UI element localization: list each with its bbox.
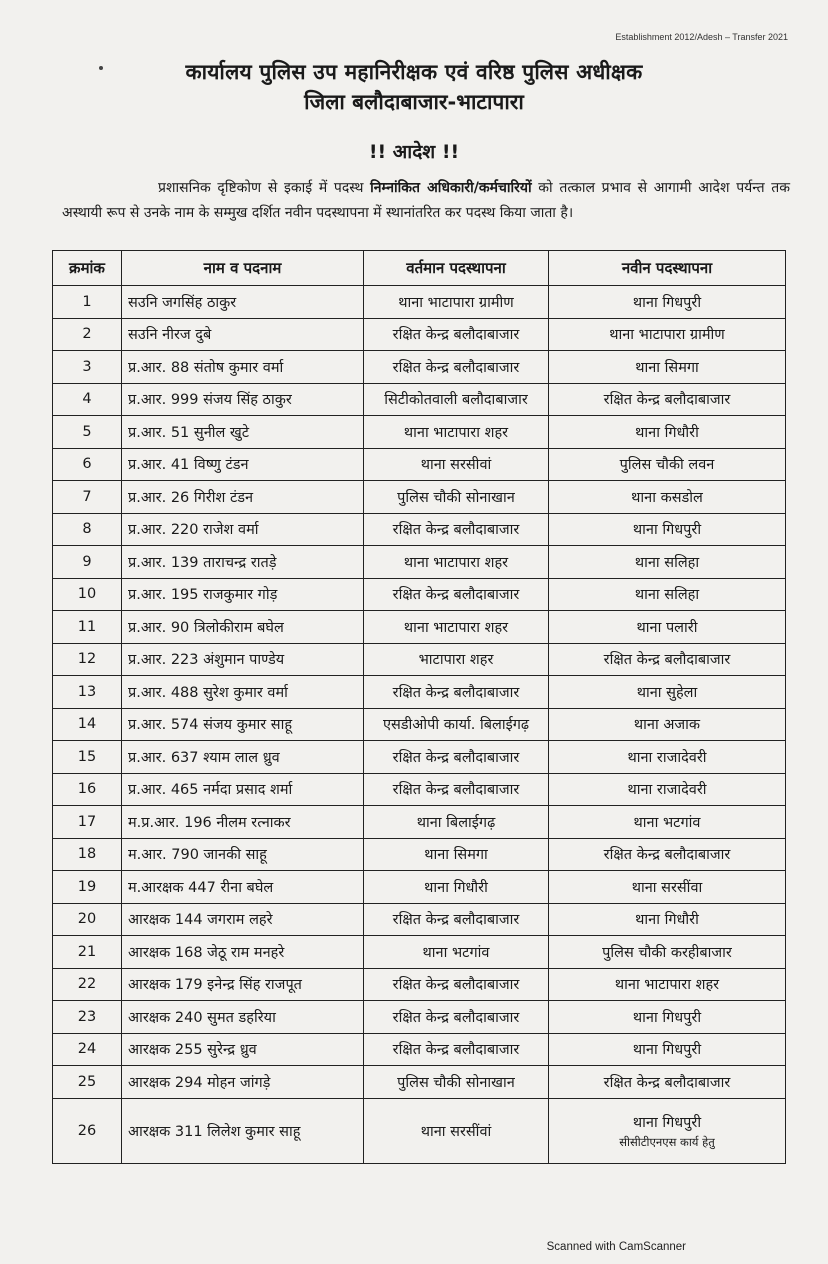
table-row <box>53 708 786 741</box>
serial-cell <box>53 643 122 676</box>
new-posting-cell-text: थाना गिधपुरी <box>632 1042 702 1059</box>
transfer-table <box>52 250 786 1164</box>
name-cell-text: प्र.आर. 488 सुरेश कुमार वर्मा <box>128 684 288 701</box>
serial-cell-text: 14 <box>77 716 97 733</box>
current-posting-cell-text: सिटीकोतवाली बलौदाबाजार <box>384 392 528 409</box>
serial-cell <box>53 773 122 806</box>
current-posting-cell <box>364 676 549 709</box>
serial-cell-text: 19 <box>77 878 97 895</box>
table-row <box>53 286 786 319</box>
new-posting-cell <box>549 578 786 611</box>
current-posting-cell-text: थाना बिलाईगढ़ <box>416 814 496 831</box>
serial-cell <box>53 383 122 416</box>
current-posting-cell <box>364 903 549 936</box>
current-posting-cell <box>364 546 549 579</box>
new-posting-cell <box>549 806 786 839</box>
name-cell <box>122 351 364 384</box>
new-posting-cell-text: थाना भाटापारा ग्रामीण <box>609 327 725 344</box>
name-cell-text: प्र.आर. 195 राजकुमार गोड़ <box>128 587 278 604</box>
name-cell-text: प्र.आर. 465 नर्मदा प्रसाद शर्मा <box>128 782 293 799</box>
name-cell-text: आरक्षक 179 इनेन्द्र सिंह राजपूत <box>128 977 302 994</box>
col-header-new-posting: नवीन पदस्थापना <box>549 251 786 286</box>
new-posting-cell-text: थाना अजाक <box>633 717 701 734</box>
serial-cell-text: 17 <box>77 813 97 830</box>
name-cell <box>122 318 364 351</box>
new-posting-cell <box>549 1033 786 1066</box>
serial-cell <box>53 1001 122 1034</box>
table-row <box>53 611 786 644</box>
new-posting-cell-text: थाना सलिहा <box>634 587 700 604</box>
serial-cell <box>53 351 122 384</box>
serial-cell-text: 24 <box>77 1041 97 1058</box>
current-posting-cell <box>364 741 549 774</box>
name-cell <box>122 903 364 936</box>
current-posting-cell-text: थाना सिमगा <box>424 847 488 864</box>
name-cell-text: आरक्षक 144 जगराम लहरे <box>128 912 273 929</box>
serial-cell <box>53 1066 122 1099</box>
serial-cell-text: 22 <box>77 976 97 993</box>
new-posting-cell <box>549 871 786 904</box>
current-posting-cell <box>364 448 549 481</box>
table-row <box>53 448 786 481</box>
new-posting-cell-text: थाना सलिहा <box>634 554 700 571</box>
new-posting-cell-text: थाना राजादेवरी <box>627 782 707 799</box>
table-row <box>53 773 786 806</box>
serial-cell <box>53 481 122 514</box>
name-cell <box>122 773 364 806</box>
serial-cell <box>53 513 122 546</box>
new-posting-note: सीसीटीएनएस कार्य हेतु <box>619 1134 715 1149</box>
serial-cell-text: 4 <box>82 391 92 408</box>
current-posting-cell <box>364 806 549 839</box>
name-cell <box>122 643 364 676</box>
current-posting-cell-text: थाना भटगांव <box>422 944 490 961</box>
current-posting-cell <box>364 481 549 514</box>
table-row <box>53 806 786 839</box>
name-cell-text: प्र.आर. 26 गिरीश टंडन <box>128 489 254 506</box>
serial-cell-text: 16 <box>77 781 97 798</box>
name-cell-text: सउनि जगसिंह ठाकुर <box>128 294 237 311</box>
new-posting-cell-text: थाना गिधपुरी <box>632 1009 702 1026</box>
current-posting-cell-text: रक्षित केन्द्र बलौदाबाजार <box>392 359 520 376</box>
name-cell <box>122 708 364 741</box>
table-row <box>53 871 786 904</box>
name-cell-text: प्र.आर. 220 राजेश वर्मा <box>128 522 259 539</box>
new-posting-cell-text: थाना राजादेवरी <box>627 749 707 766</box>
name-cell <box>122 416 364 449</box>
current-posting-cell-text: थाना भाटापारा शहर <box>403 554 509 571</box>
table-row <box>53 1066 786 1099</box>
current-posting-cell <box>364 1033 549 1066</box>
current-posting-cell-text: थाना भाटापारा शहर <box>403 424 509 441</box>
serial-cell <box>53 903 122 936</box>
name-cell <box>122 448 364 481</box>
table-row <box>53 741 786 774</box>
serial-cell-text: 3 <box>82 358 92 375</box>
new-posting-cell-text: थाना गिधपुरी <box>632 522 702 539</box>
current-posting-cell-text: थाना सरसींवां <box>420 1123 492 1140</box>
name-cell <box>122 611 364 644</box>
serial-cell <box>53 578 122 611</box>
new-posting-cell <box>549 773 786 806</box>
new-posting-cell <box>549 318 786 351</box>
new-posting-cell-text: थाना भाटापारा शहर <box>614 977 720 994</box>
serial-cell-text: 1 <box>82 293 92 310</box>
new-posting-cell-text: थाना गिधौरी <box>635 424 699 441</box>
serial-cell-text: 25 <box>77 1073 97 1090</box>
serial-cell <box>53 416 122 449</box>
current-posting-cell <box>364 351 549 384</box>
current-posting-cell <box>364 513 549 546</box>
serial-cell-text: 10 <box>77 586 97 603</box>
name-cell-text: प्र.आर. 139 ताराचन्द्र रातड़े <box>128 554 277 571</box>
serial-cell <box>53 968 122 1001</box>
name-cell-text: आरक्षक 311 लिलेश कुमार साहू <box>128 1123 301 1140</box>
new-posting-cell-text: थाना कसडोल <box>631 489 703 506</box>
serial-cell-text: 23 <box>77 1008 97 1025</box>
current-posting-cell <box>364 968 549 1001</box>
serial-cell-text: 21 <box>77 943 97 960</box>
current-posting-cell-text: रक्षित केन्द्र बलौदाबाजार <box>392 684 520 701</box>
serial-cell-text: 9 <box>82 553 92 570</box>
name-cell-text: प्र.आर. 574 संजय कुमार साहू <box>128 717 293 734</box>
table-row <box>53 351 786 384</box>
serial-cell <box>53 936 122 969</box>
serial-cell-text: 13 <box>77 683 97 700</box>
name-cell <box>122 806 364 839</box>
table-row <box>53 513 786 546</box>
serial-cell-text: 15 <box>77 748 97 765</box>
new-posting-cell-text: थाना गिधपुरी <box>632 1114 702 1131</box>
serial-cell-text: 8 <box>82 521 92 538</box>
scanner-watermark: Scanned with CamScanner <box>546 1241 686 1253</box>
name-cell <box>122 546 364 579</box>
para-part2: को तत्काल प्रभाव से आगामी आदेश पर्यन्त तक अस्थायी रूप से उनके नाम के सम्मुख दर्शित नवीन पदस्थापना में स्थानांतरित कर पदस्थ किया जाता है। <box>62 180 790 221</box>
serial-cell-text: 7 <box>82 488 92 505</box>
order-title: !! आदेश !! <box>368 141 460 163</box>
new-posting-cell <box>549 838 786 871</box>
name-cell-text: आरक्षक 240 सुमत डहरिया <box>128 1009 276 1026</box>
serial-cell-text: 2 <box>82 326 92 343</box>
new-posting-cell <box>549 481 786 514</box>
new-posting-cell <box>549 643 786 676</box>
serial-cell-text: 12 <box>77 651 97 668</box>
current-posting-cell-text: थाना गिधौरी <box>424 879 488 896</box>
new-posting-cell-text: रक्षित केन्द्र बलौदाबाजार <box>603 392 731 409</box>
name-cell-text: प्र.आर. 637 श्याम लाल ध्रुव <box>128 749 280 766</box>
current-posting-cell-text: रक्षित केन्द्र बलौदाबाजार <box>392 1042 520 1059</box>
serial-cell <box>53 676 122 709</box>
new-posting-cell <box>549 968 786 1001</box>
name-cell-text: आरक्षक 168 जेठू राम मनहरे <box>128 944 285 961</box>
current-posting-cell-text: पुलिस चौकी सोनाखान <box>397 1074 515 1091</box>
serial-cell <box>53 708 122 741</box>
current-posting-cell-text: एसडीओपी कार्या. बिलाईगढ़ <box>382 717 530 734</box>
name-cell <box>122 383 364 416</box>
table-row <box>53 968 786 1001</box>
new-posting-cell <box>549 448 786 481</box>
current-posting-cell-text: रक्षित केन्द्र बलौदाबाजार <box>392 522 520 539</box>
office-title: कार्यालय पुलिस उप महानिरीक्षक एवं वरिष्ठ पुलिस अधीक्षक <box>185 60 643 84</box>
serial-cell <box>53 318 122 351</box>
name-cell-text: आरक्षक 255 सुरेन्द्र ध्रुव <box>128 1042 257 1059</box>
serial-cell-text: 18 <box>77 846 97 863</box>
name-cell <box>122 871 364 904</box>
serial-cell <box>53 448 122 481</box>
serial-cell <box>53 741 122 774</box>
name-cell <box>122 1098 364 1163</box>
new-posting-cell-text: थाना सिमगा <box>635 359 699 376</box>
col-header-current-posting: वर्तमान पदस्थापना <box>364 251 549 286</box>
name-cell <box>122 286 364 319</box>
current-posting-cell-text: भाटापारा शहर <box>418 652 494 669</box>
col-header-name: नाम व पदनाम <box>122 251 364 286</box>
new-posting-cell <box>549 936 786 969</box>
serial-cell <box>53 871 122 904</box>
current-posting-cell-text: पुलिस चौकी सोनाखान <box>397 489 515 506</box>
serial-cell-text: 20 <box>77 911 97 928</box>
current-posting-cell <box>364 936 549 969</box>
table-row <box>53 643 786 676</box>
new-posting-cell-text: रक्षित केन्द्र बलौदाबाजार <box>603 1074 731 1091</box>
new-posting-cell-text: पुलिस चौकी लवन <box>619 457 715 474</box>
name-cell <box>122 968 364 1001</box>
table-row <box>53 416 786 449</box>
new-posting-cell-text: थाना गिधपुरी <box>632 294 702 311</box>
new-posting-cell <box>549 383 786 416</box>
name-cell-text: सउनि नीरज दुबे <box>128 327 212 344</box>
table-row <box>53 318 786 351</box>
name-cell <box>122 936 364 969</box>
name-cell <box>122 481 364 514</box>
name-cell-text: प्र.आर. 41 विष्णु टंडन <box>128 457 249 474</box>
name-cell <box>122 1001 364 1034</box>
current-posting-cell-text: रक्षित केन्द्र बलौदाबाजार <box>392 327 520 344</box>
new-posting-cell <box>549 741 786 774</box>
current-posting-cell-text: थाना भाटापारा ग्रामीण <box>398 294 514 311</box>
name-cell-text: प्र.आर. 223 अंशुमान पाण्डेय <box>128 652 285 669</box>
name-cell <box>122 513 364 546</box>
new-posting-cell <box>549 903 786 936</box>
name-cell <box>122 676 364 709</box>
name-cell <box>122 741 364 774</box>
name-cell <box>122 838 364 871</box>
current-posting-cell <box>364 838 549 871</box>
table-row <box>53 936 786 969</box>
current-posting-cell <box>364 1066 549 1099</box>
current-posting-cell <box>364 1098 549 1163</box>
current-posting-cell-text: थाना सरसीवां <box>420 457 492 474</box>
current-posting-cell <box>364 383 549 416</box>
name-cell-text: म.प्र.आर. 196 नीलम रत्नाकर <box>128 814 291 831</box>
new-posting-cell-text: थाना सरसींवा <box>631 879 703 896</box>
table-row <box>53 838 786 871</box>
para-part1: प्रशासनिक दृष्टिकोण से इकाई में पदस्थ <box>158 180 371 196</box>
current-posting-cell <box>364 1001 549 1034</box>
current-posting-cell-text: रक्षित केन्द्र बलौदाबाजार <box>392 977 520 994</box>
current-posting-cell-text: रक्षित केन्द्र बलौदाबाजार <box>392 912 520 929</box>
new-posting-cell <box>549 351 786 384</box>
current-posting-cell <box>364 643 549 676</box>
col-header-serial: क्रमांक <box>53 251 122 286</box>
table-row <box>53 903 786 936</box>
serial-cell <box>53 611 122 644</box>
table-row <box>53 1033 786 1066</box>
new-posting-cell <box>549 1066 786 1099</box>
name-cell <box>122 578 364 611</box>
name-cell-text: प्र.आर. 88 संतोष कुमार वर्मा <box>128 359 284 376</box>
order-paragraph <box>62 176 790 226</box>
serial-cell <box>53 1098 122 1163</box>
new-posting-cell-text: रक्षित केन्द्र बलौदाबाजार <box>603 652 731 669</box>
name-cell-text: म.आर. 790 जानकी साहू <box>128 847 267 864</box>
current-posting-cell <box>364 611 549 644</box>
serial-cell <box>53 1033 122 1066</box>
current-posting-cell <box>364 286 549 319</box>
new-posting-cell-text: पुलिस चौकी करहीबाजार <box>602 944 732 961</box>
serial-cell-text: 11 <box>77 618 97 635</box>
new-posting-cell <box>549 546 786 579</box>
name-cell-text: म.आरक्षक 447 रीना बघेल <box>128 879 274 896</box>
table-row <box>53 1001 786 1034</box>
current-posting-cell <box>364 708 549 741</box>
current-posting-cell-text: रक्षित केन्द्र बलौदाबाजार <box>392 782 520 799</box>
new-posting-cell <box>549 513 786 546</box>
table-row <box>53 578 786 611</box>
serial-cell-text: 26 <box>77 1122 97 1139</box>
serial-cell <box>53 286 122 319</box>
current-posting-cell <box>364 416 549 449</box>
current-posting-cell-text: थाना भाटापारा शहर <box>403 619 509 636</box>
current-posting-cell-text: रक्षित केन्द्र बलौदाबाजार <box>392 1009 520 1026</box>
new-posting-cell-text: थाना गिधौरी <box>635 912 699 929</box>
current-posting-cell <box>364 871 549 904</box>
new-posting-cell <box>549 286 786 319</box>
name-cell-text: प्र.आर. 999 संजय सिंह ठाकुर <box>128 392 292 409</box>
document-reference: Establishment 2012/Adesh – Transfer 2021 <box>615 32 788 42</box>
serial-cell <box>53 546 122 579</box>
name-cell-text: प्र.आर. 90 त्रिलोकीराम बघेल <box>128 619 284 636</box>
current-posting-cell <box>364 773 549 806</box>
district-title: जिला बलौदाबाजार-भाटापारा <box>304 90 524 114</box>
table-row <box>53 481 786 514</box>
para-bold: निम्नांकित अधिकारी/कर्मचारियों <box>370 180 532 196</box>
new-posting-cell <box>549 708 786 741</box>
current-posting-cell <box>364 318 549 351</box>
current-posting-cell <box>364 578 549 611</box>
new-posting-cell-text: थाना भटगांव <box>633 814 701 831</box>
new-posting-cell-text: रक्षित केन्द्र बलौदाबाजार <box>603 847 731 864</box>
table-row <box>53 546 786 579</box>
new-posting-cell-text: थाना सुहेला <box>636 684 698 701</box>
name-cell-text: आरक्षक 294 मोहन जांगड़े <box>128 1074 271 1091</box>
new-posting-cell <box>549 676 786 709</box>
new-posting-cell-text: थाना पलारी <box>636 619 698 636</box>
serial-cell-text: 5 <box>82 423 92 440</box>
new-posting-cell <box>549 611 786 644</box>
new-posting-cell <box>549 1098 786 1163</box>
serial-cell-text: 6 <box>82 456 92 473</box>
table-header-row <box>53 251 786 286</box>
name-cell <box>122 1033 364 1066</box>
table-row <box>53 1098 786 1163</box>
name-cell <box>122 1066 364 1099</box>
current-posting-cell-text: रक्षित केन्द्र बलौदाबाजार <box>392 587 520 604</box>
serial-cell <box>53 838 122 871</box>
new-posting-cell <box>549 1001 786 1034</box>
name-cell-text: प्र.आर. 51 सुनील खुटे <box>128 424 250 441</box>
serial-cell <box>53 806 122 839</box>
table-row <box>53 676 786 709</box>
current-posting-cell-text: रक्षित केन्द्र बलौदाबाजार <box>392 749 520 766</box>
new-posting-cell <box>549 416 786 449</box>
table-row <box>53 383 786 416</box>
